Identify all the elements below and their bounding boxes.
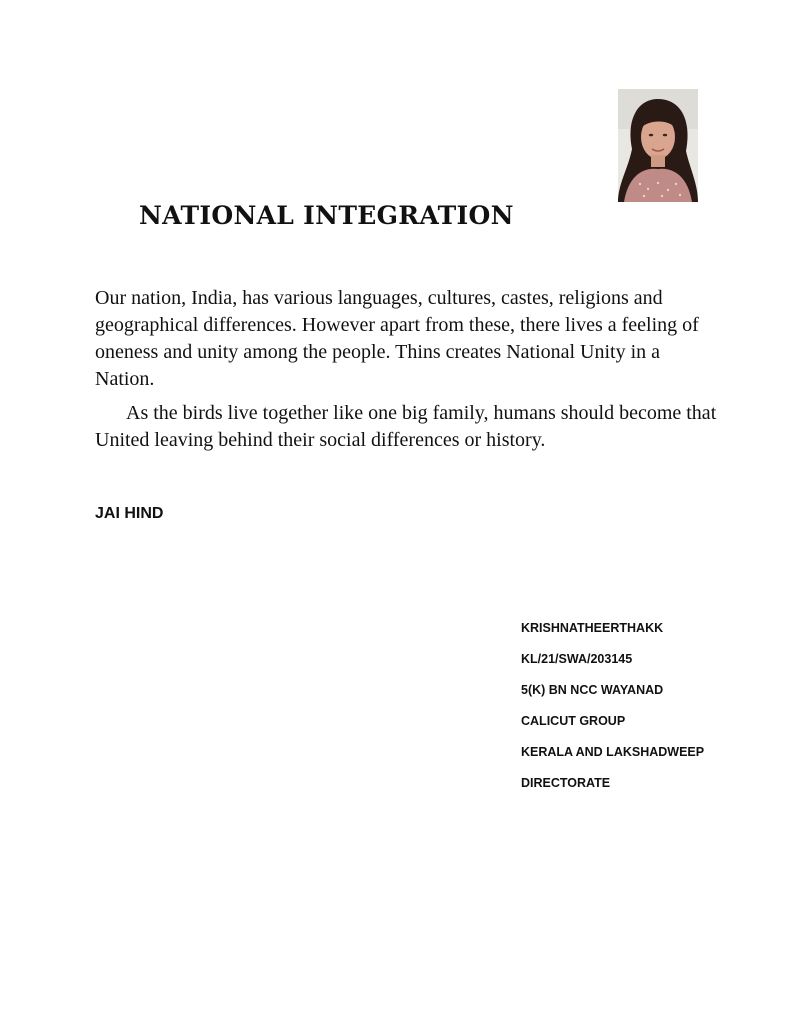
signature-line: KL/21/SWA/203145: [521, 652, 633, 666]
closing-salutation: JAI HIND: [95, 505, 164, 522]
author-photo: [618, 89, 698, 202]
essay-body: [95, 285, 720, 454]
paragraph: As the birds live together like one big family, humans should become that United leaving behind their social differences or history.: [95, 402, 717, 451]
signature-block: [521, 616, 704, 802]
signature-line: 5(K) BN NCC WAYANAD: [521, 683, 664, 697]
document-title: NATIONAL INTEGRATION: [139, 201, 514, 230]
paragraph: Our nation, India, has various languages, cultures, castes, religions and geographical differences. However apart from these, there lives a feeling of oneness and unity among the people. Thins creates National Unity in a Nation.: [95, 287, 699, 390]
signature-line: CALICUT GROUP: [521, 714, 626, 728]
signature-name: KRISHNATHEERTHAKK: [521, 621, 664, 635]
signature-line: KERALA AND LAKSHADWEEP: [521, 745, 705, 759]
signature-line: DIRECTORATE: [521, 776, 611, 790]
